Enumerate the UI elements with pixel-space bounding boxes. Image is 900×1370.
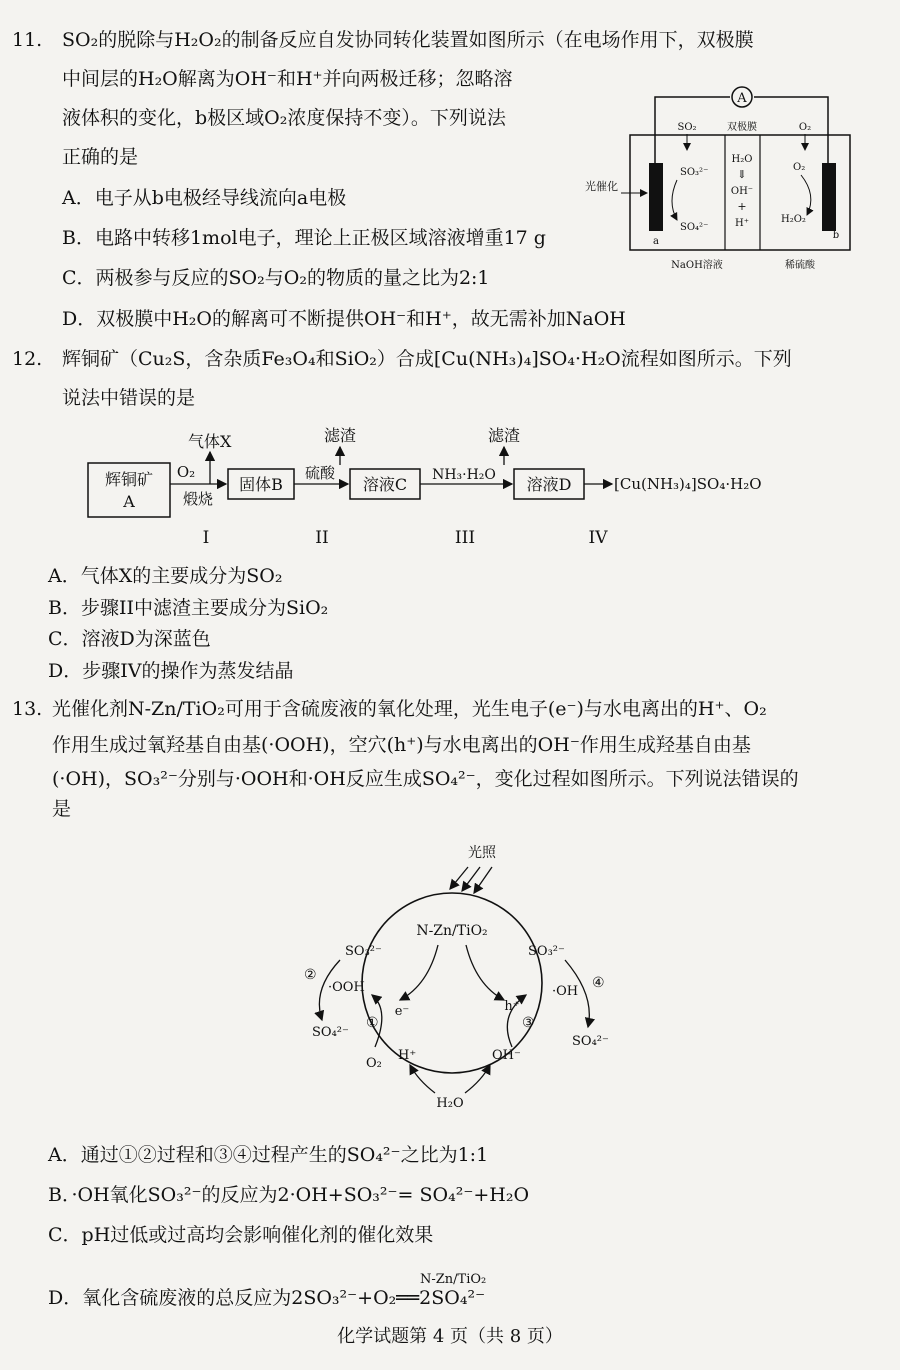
hydroxide-label: OH⁻: [492, 1048, 521, 1063]
q12-number: 12.: [12, 348, 43, 370]
box-a-letter: A: [123, 492, 135, 511]
q11-stem-line2: 中间层的H₂O解离为OH⁻和H⁺并向两极迁移；忽略溶: [62, 68, 513, 90]
q13-option-d: D．氧化含硫废液的总反应为2SO₃²⁻+O₂══2SO₄²⁻: [48, 1287, 486, 1309]
step-1-marker: ①: [366, 1015, 379, 1031]
membrane-proton-label: H⁺: [735, 218, 749, 229]
q12-option-a: A．气体X的主要成分为SO₂: [48, 565, 283, 587]
sulfuric-acid-reagent: 硫酸: [304, 464, 336, 482]
dilute-acid-label: 稀硫酸: [785, 260, 815, 271]
step-3-label: III: [454, 528, 476, 548]
box-solution-d-label: 溶液D: [526, 475, 572, 494]
ammonia-reagent: NH₃·H₂O: [432, 467, 496, 483]
step-3-marker: ③: [522, 1015, 535, 1031]
step-2-marker: ②: [304, 967, 317, 983]
sulfate-right-label: SO₄²⁻: [572, 1034, 609, 1049]
box-ore-label: 辉铜矿: [104, 470, 154, 489]
membrane-plus-label: +: [737, 200, 747, 213]
light-label: 光照: [468, 845, 496, 861]
o2-feed-label: O₂: [798, 122, 812, 133]
box-solution-c-label: 溶液C: [362, 475, 408, 494]
q13-option-d-condition: N-Zn/TiO₂: [420, 1272, 487, 1287]
q13-number: 13.: [12, 698, 43, 720]
step-2-label: II: [315, 528, 329, 548]
q13-cycle-figure: [290, 835, 630, 1120]
q11-option-d: D．双极膜中H₂O的解离可不断提供OH⁻和H⁺，故无需补加NaOH: [62, 308, 626, 330]
membrane-label: 双极膜: [727, 122, 757, 133]
q11-option-a: A．电子从b电极经导线流向a电极: [62, 187, 347, 209]
hydroxyl-radical-label: ·OH: [552, 984, 579, 999]
oxygen-label: O₂: [793, 162, 806, 173]
electron-label: e⁻: [394, 1004, 410, 1019]
q12-stem-line1: 辉铜矿（Cu₂S，含杂质Fe₃O₄和SiO₂）合成[Cu(NH₃)₄]SO₄·H₂O流程如图所示。下列: [62, 348, 792, 370]
step-4-marker: ④: [592, 975, 605, 991]
sulfite-label: SO₃²⁻: [680, 167, 709, 178]
q13-stem-line2: 作用生成过氧羟基自由基(·OOH)，空穴(h⁺)与水电离出的OH⁻作用生成羟基自由基: [52, 734, 751, 756]
sulfate-left-label: SO₄²⁻: [312, 1025, 349, 1040]
step-4-label: IV: [588, 528, 608, 548]
q13-option-a: A．通过①②过程和③④过程产生的SO₄²⁻之比为1:1: [48, 1144, 489, 1166]
q11-option-b: B．电路中转移1mol电子，理论上正极区域溶液增重17 g: [62, 227, 546, 249]
electrode-a: [649, 163, 663, 231]
q12-option-d: D．步骤IV的操作为蒸发结晶: [48, 660, 294, 682]
oxygen-label: O₂: [366, 1056, 382, 1071]
svg-text:⇓: ⇓: [737, 168, 747, 181]
residue-1-label: 滤渣: [323, 426, 357, 445]
sulfite-left-label: SO₃²⁻: [345, 944, 382, 959]
q13-option-c: C．pH过低或过高均会影响催化剂的催化效果: [48, 1224, 434, 1246]
peroxide-label: H₂O₂: [781, 214, 806, 225]
electrode-b: [822, 163, 836, 231]
q11-number: 11.: [12, 29, 43, 51]
proton-label: H⁺: [398, 1048, 417, 1063]
naoh-solution-label: NaOH溶液: [671, 260, 723, 271]
q13-stem-line1: 光催化剂N-Zn/TiO₂可用于含硫废液的氧化处理，光生电子(e⁻)与水电离出的H⁺、O₂: [52, 698, 767, 720]
q11-electrolysis-figure: [585, 80, 855, 280]
catalyst-label: N-Zn/TiO₂: [416, 923, 488, 939]
membrane-hydroxide-label: OH⁻: [730, 186, 754, 197]
membrane-water-label: H₂O: [731, 154, 753, 165]
box-solid-b-label: 固体B: [239, 475, 283, 494]
q12-option-b: B．步骤II中滤渣主要成分为SiO₂: [48, 597, 329, 619]
q11-option-c: C．两极参与反应的SO₂与O₂的物质的量之比为2:1: [62, 267, 490, 289]
q13-stem-line3: (·OH)，SO₃²⁻分别与·OOH和·OH反应生成SO₄²⁻，变化过程如图所示。下列说法错误的: [52, 768, 799, 790]
electrode-b-label: b: [832, 230, 840, 241]
q13-option-b: B．·OH氧化SO₃²⁻的反应为2·OH+SO₃²⁻= SO₄²⁻+H₂O: [48, 1184, 530, 1206]
q11-stem-line3: 液体积的变化，b极区域O₂浓度保持不变）。下列说法: [62, 107, 506, 129]
catalyst-particle: [362, 893, 542, 1073]
water-label: H₂O: [436, 1096, 464, 1111]
hole-label: h⁺: [504, 999, 520, 1014]
sulfite-right-label: SO₃²⁻: [528, 944, 565, 959]
step-1-label: I: [202, 528, 210, 548]
gas-x-label: 气体X: [188, 432, 232, 451]
product-label: [Cu(NH₃)₄]SO₄·H₂O: [614, 475, 762, 493]
page-footer: 化学试题第 4 页（共 8 页）: [337, 1326, 563, 1347]
electrode-a-label: a: [653, 236, 659, 247]
q13-stem-line4: 是: [52, 798, 72, 820]
q12-flowchart: [80, 425, 800, 555]
light-catalysis-label: 光催化: [585, 180, 618, 193]
sulfate-label: SO₄²⁻: [680, 222, 709, 233]
residue-2-label: 滤渣: [487, 426, 521, 445]
o2-reagent: O₂: [176, 463, 196, 481]
q11-stem-line4: 正确的是: [62, 146, 139, 168]
q12-option-c: C．溶液D为深蓝色: [48, 628, 211, 650]
ammeter-label: A: [737, 91, 747, 106]
roast-condition: 煅烧: [182, 490, 214, 508]
q12-stem-line2: 说法中错误的是: [62, 387, 196, 409]
hydroperoxyl-label: ·OOH: [328, 980, 365, 995]
so2-feed-label: SO₂: [677, 122, 697, 133]
q11-stem-line1: SO₂的脱除与H₂O₂的制备反应自发协同转化装置如图所示（在电场作用下，双极膜: [62, 29, 754, 51]
